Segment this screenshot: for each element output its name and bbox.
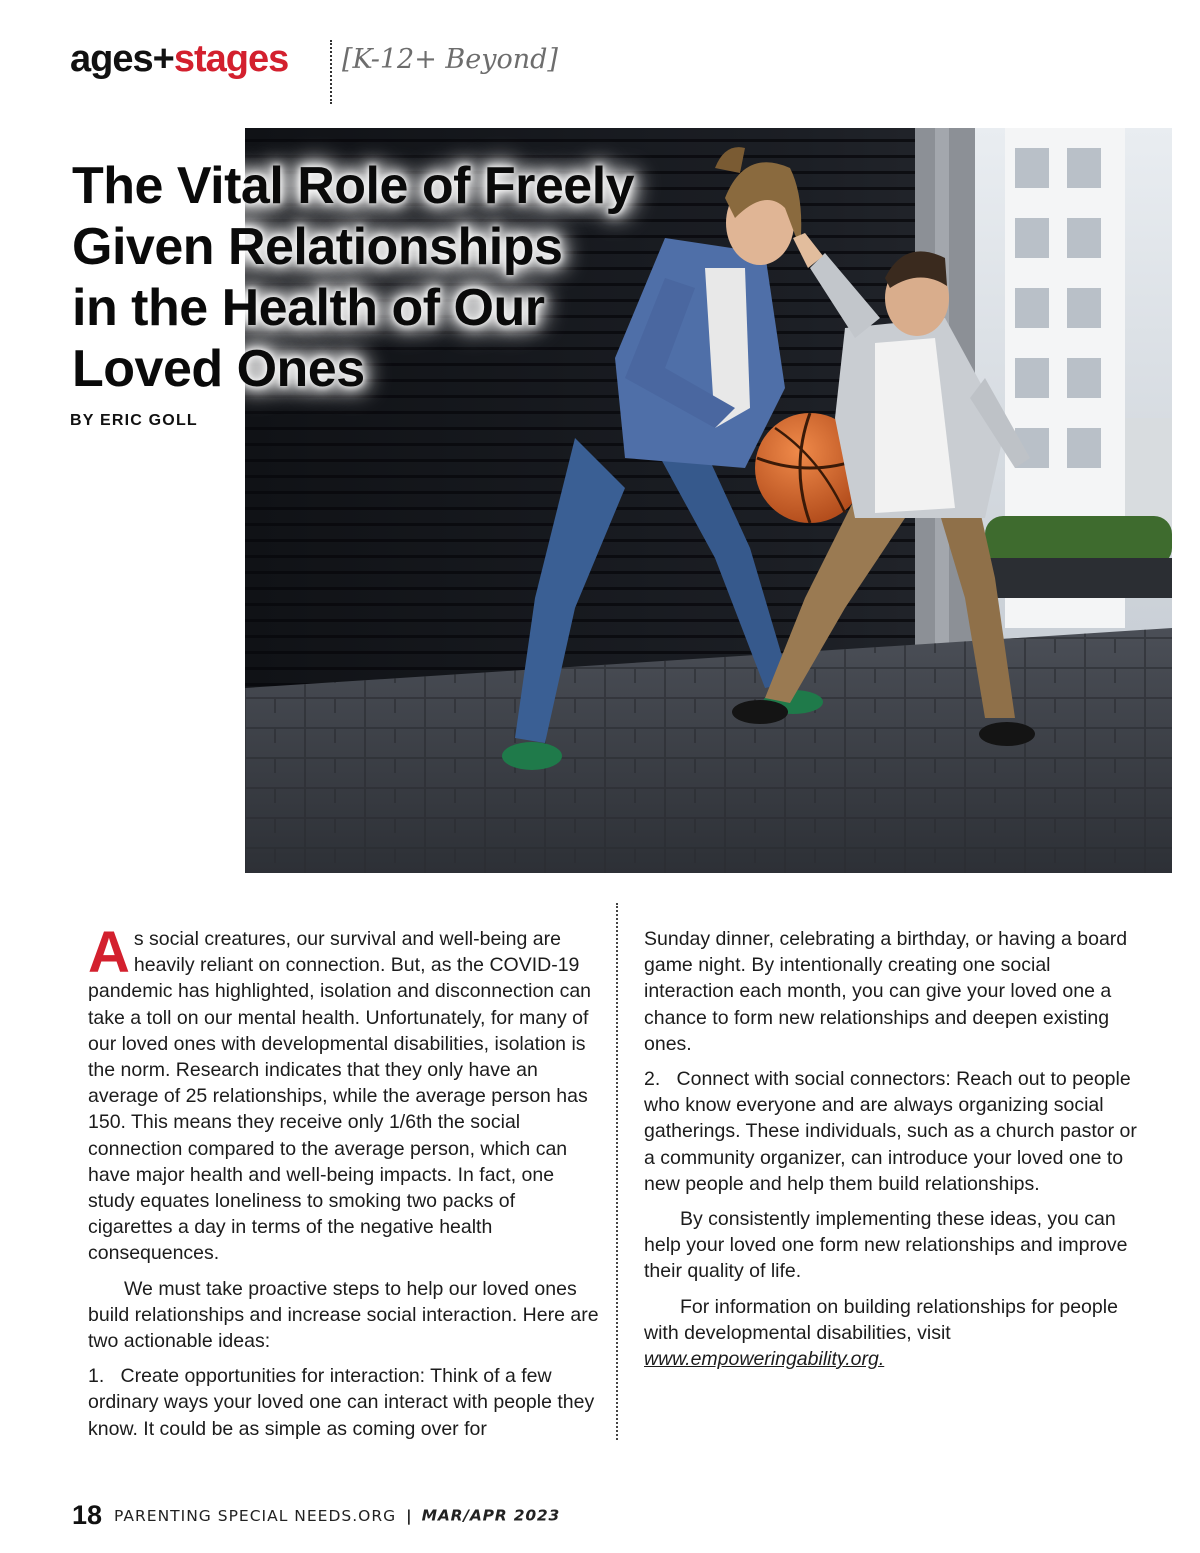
empowering-ability-link[interactable]: www.empoweringability.org. bbox=[644, 1348, 885, 1371]
column-divider bbox=[616, 903, 618, 1440]
section-name-plus: + bbox=[152, 38, 174, 80]
section-name-stages: stages bbox=[173, 38, 289, 80]
article-title-line: The Vital Role of Freely bbox=[72, 157, 635, 215]
page-number: 18 bbox=[72, 1500, 103, 1530]
article-title-line: Loved Ones bbox=[72, 340, 365, 398]
section-name-ages: ages bbox=[70, 38, 153, 80]
article-list-item: 2. Connect with social connectors: Reach out to people who know everyone and are always organizing social gatherings. These individuals, such as a church pastor or a community organizer, can introduce your loved one to new people and help them build relationships. bbox=[644, 1068, 1137, 1195]
article-paragraph-text: s social creatures, our survival and well-being are heavily reliant on connection. But, as the COVID-19 pandemic has highlighted, isolation and disconnection can take a toll on our mental health. Unfortunately, for many of our loved ones with developmental disabilities, isolation is the norm. Research indicates that they only have an average of 25 relationships, while the average person has 150. This means they receive only 1/6th the social connection compared to the average person, which can have major health and well-being impacts. In fact, one study equates loneliness to smoking two packs of cigarettes a day in terms of the negative health consequences. bbox=[88, 928, 592, 1265]
article-title-line: Given Relationships bbox=[72, 218, 563, 276]
section-name bbox=[70, 38, 288, 81]
article-paragraph bbox=[644, 1294, 1144, 1373]
article-paragraph-text: For information on building relationships for people with developmental disabilities, visit bbox=[644, 1295, 1118, 1344]
article-column-right bbox=[644, 926, 1144, 1381]
issue-date: MAR/APR 2023 bbox=[421, 1506, 561, 1525]
publication-name: PARENTING SPECIAL NEEDS.ORG bbox=[114, 1506, 397, 1525]
footer-separator: | bbox=[406, 1506, 412, 1525]
article-list-item: 1. Create opportunities for interaction: Think of a few ordinary ways your loved one can interact with people they know. It could be as simple as coming over for bbox=[88, 1365, 595, 1440]
page-footer bbox=[72, 1500, 560, 1534]
drop-cap: A bbox=[88, 920, 130, 985]
section-subtitle: [K-12+ Beyond] bbox=[342, 44, 558, 75]
byline: BY ERIC GOLL bbox=[70, 412, 198, 429]
section-divider bbox=[330, 40, 332, 104]
section-header bbox=[70, 38, 590, 108]
article-column-left bbox=[88, 920, 600, 1451]
article-paragraph: Sunday dinner, celebrating a birthday, or having a board game night. By intentionally creating one social interaction each month, you can give your loved one a chance to form new relationships and deepen existing ones. bbox=[644, 928, 1128, 1055]
article-paragraph: We must take proactive steps to help our loved ones build relationships and increase social interaction. Here are two actionable ideas: bbox=[88, 1277, 599, 1353]
article-title bbox=[72, 156, 712, 400]
article-paragraph bbox=[88, 920, 600, 1267]
article-title-line: in the Health of Our bbox=[72, 279, 545, 337]
article-paragraph: By consistently implementing these ideas, you can help your loved one form new relationships and improve their quality of life. bbox=[644, 1208, 1128, 1283]
